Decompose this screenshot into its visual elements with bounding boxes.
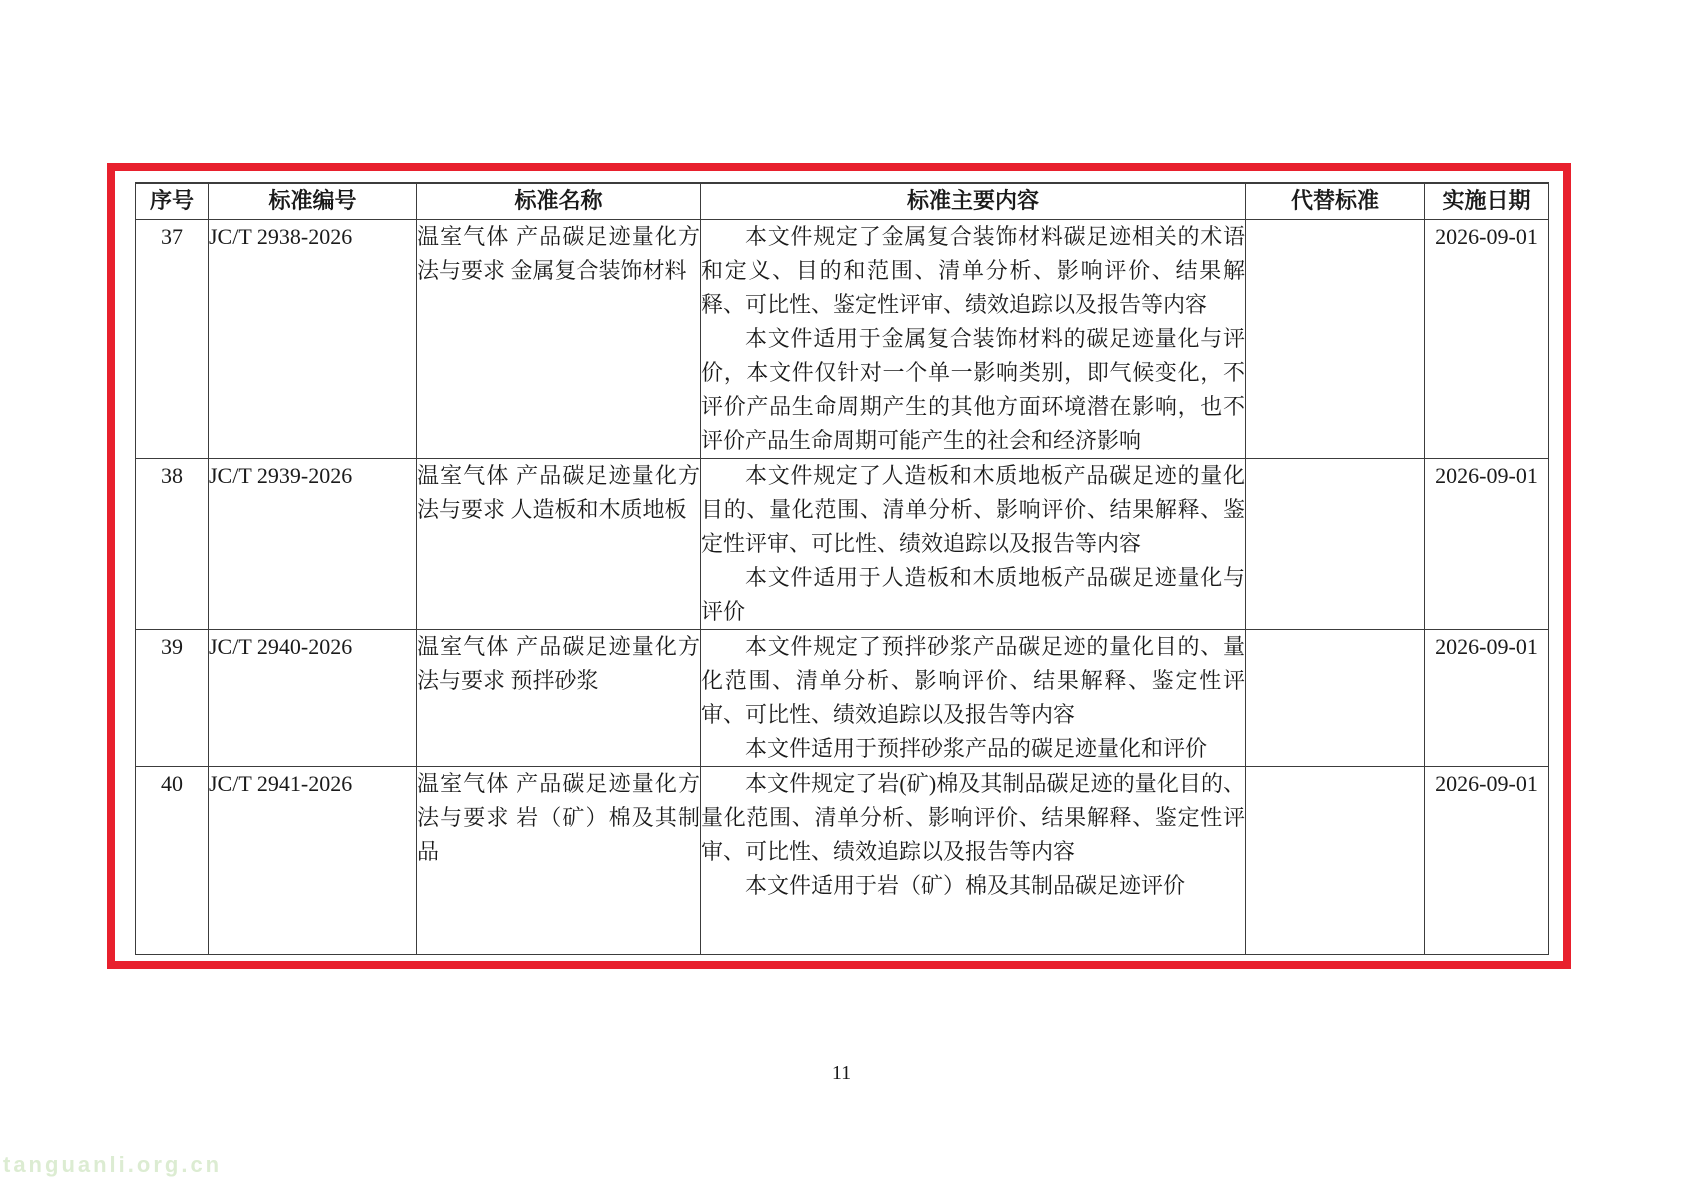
cell-implementation-date: 2026-09-01: [1425, 458, 1549, 629]
content-paragraph: 本文件规定了岩(矿)棉及其制品碳足迹的量化目的、量化范围、清单分析、影响评价、结果解释、鉴定性评审、可比性、绩效追踪以及报告等内容: [701, 770, 1245, 864]
content-paragraph: 本文件规定了预拌砂浆产品碳足迹的量化目的、量化范围、清单分析、影响评价、结果解释、鉴定性评审、可比性、绩效追踪以及报告等内容: [701, 633, 1245, 727]
table-row: [136, 766, 1549, 954]
cell-standard-name: 温室气体 产品碳足迹量化方法与要求 金属复合装饰材料: [417, 219, 701, 458]
cell-standard-content: [701, 629, 1246, 766]
cell-standard-code: JC/T 2940-2026: [209, 629, 417, 766]
cell-implementation-date: 2026-09-01: [1425, 219, 1549, 458]
cell-implementation-date: 2026-09-01: [1425, 766, 1549, 954]
page-number: 11: [831, 1062, 852, 1084]
column-header-date: 实施日期: [1425, 183, 1549, 219]
cell-replaced-standard: [1246, 766, 1425, 954]
cell-standard-code: JC/T 2939-2026: [209, 458, 417, 629]
cell-standard-code: JC/T 2941-2026: [209, 766, 417, 954]
cell-standard-content: [701, 458, 1246, 629]
table-row: [136, 458, 1549, 629]
cell-replaced-standard: [1246, 458, 1425, 629]
cell-replaced-standard: [1246, 629, 1425, 766]
cell-replaced-standard: [1246, 219, 1425, 458]
content-paragraph: 本文件规定了金属复合装饰材料碳足迹相关的术语和定义、目的和范围、清单分析、影响评价、结果解释、可比性、鉴定性评审、绩效追踪以及报告等内容: [701, 223, 1245, 317]
content-paragraph: 本文件适用于金属复合装饰材料的碳足迹量化与评价，本文件仅针对一个单一影响类别，即气候变化，不评价产品生命周期产生的其他方面环境潜在影响，也不评价产品生命周期可能产生的社会和经济影响: [701, 325, 1245, 453]
cell-standard-name: 温室气体 产品碳足迹量化方法与要求 预拌砂浆: [417, 629, 701, 766]
cell-seq: 39: [136, 629, 209, 766]
column-header-content: 标准主要内容: [701, 183, 1246, 219]
standards-table: [135, 182, 1549, 955]
cell-standard-content: [701, 219, 1246, 458]
column-header-replaced: 代替标准: [1246, 183, 1425, 219]
cell-seq: 37: [136, 219, 209, 458]
column-header-code: 标准编号: [209, 183, 417, 219]
table-row: [136, 629, 1549, 766]
content-paragraph: 本文件适用于预拌砂浆产品的碳足迹量化和评价: [745, 735, 1208, 761]
column-header-name: 标准名称: [417, 183, 701, 219]
table-row: [136, 219, 1549, 458]
cell-standard-code: JC/T 2938-2026: [209, 219, 417, 458]
cell-standard-content: [701, 766, 1246, 954]
cell-standard-name: 温室气体 产品碳足迹量化方法与要求 人造板和木质地板: [417, 458, 701, 629]
watermark-text: tanguanli.org.cn: [3, 1152, 223, 1177]
content-paragraph: 本文件规定了人造板和木质地板产品碳足迹的量化目的、量化范围、清单分析、影响评价、结果解释、鉴定性评审、可比性、绩效追踪以及报告等内容: [701, 462, 1245, 556]
content-paragraph: 本文件适用于岩（矿）棉及其制品碳足迹评价: [745, 872, 1186, 898]
column-header-seq: 序号: [136, 183, 209, 219]
cell-implementation-date: 2026-09-01: [1425, 629, 1549, 766]
content-paragraph: 本文件适用于人造板和木质地板产品碳足迹量化与评价: [701, 564, 1245, 624]
cell-seq: 40: [136, 766, 209, 954]
cell-standard-name: 温室气体 产品碳足迹量化方法与要求 岩（矿）棉及其制品: [417, 766, 701, 954]
table-header-row: [136, 183, 1549, 219]
table-header: [136, 183, 1549, 219]
cell-seq: 38: [136, 458, 209, 629]
